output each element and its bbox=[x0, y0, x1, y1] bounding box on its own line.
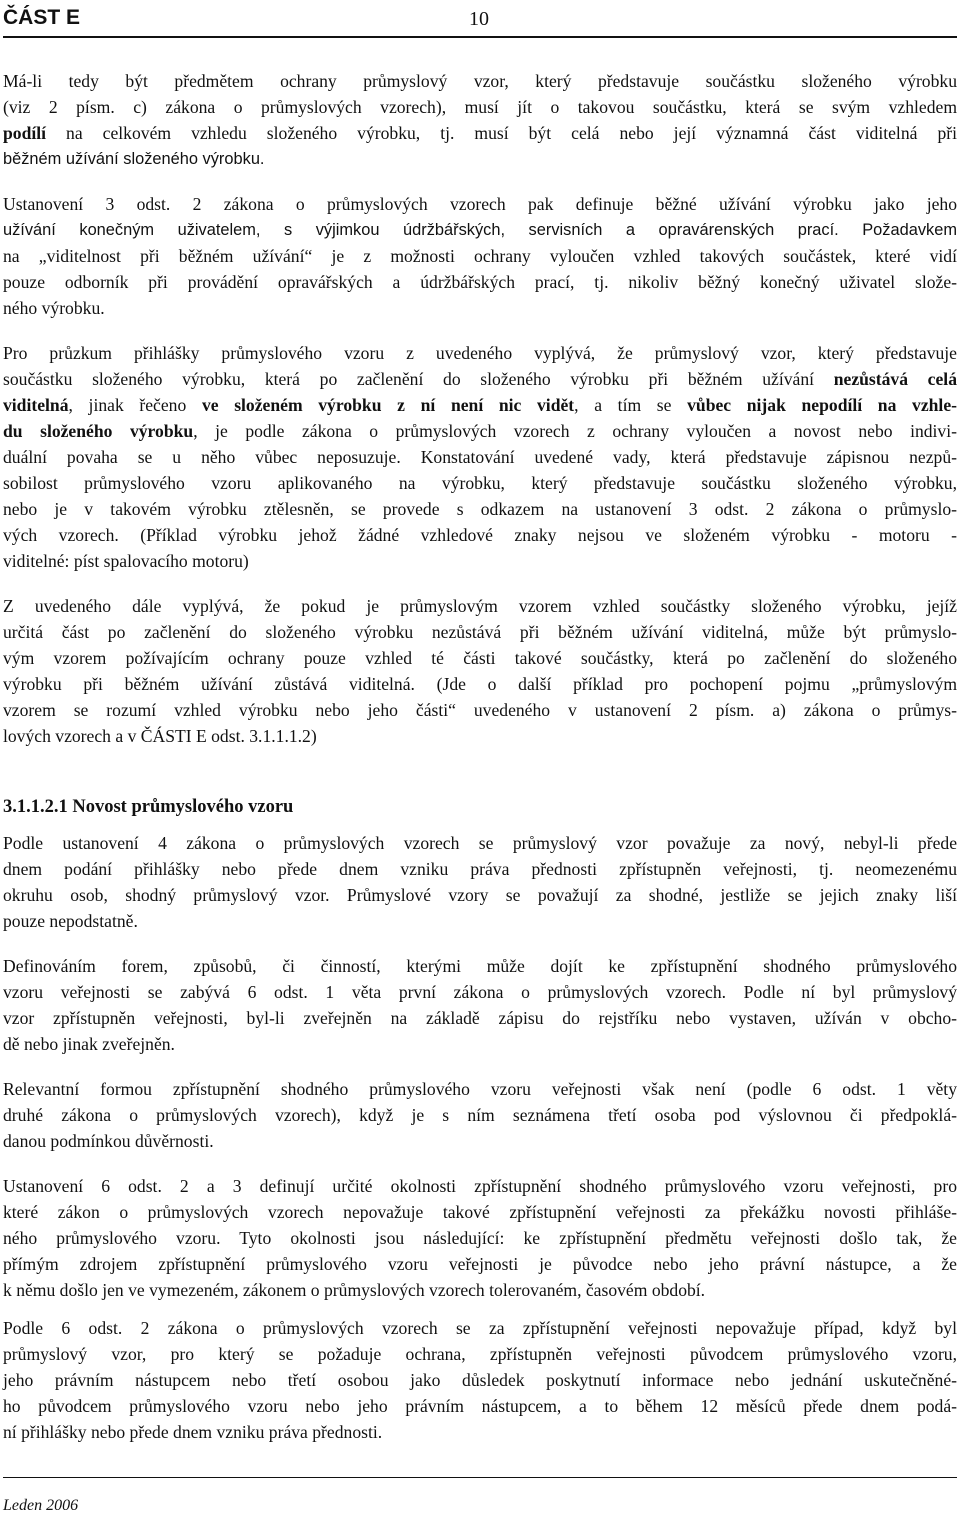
text-run: lových vzorech a v ČÁSTI E odst. 3.1.1.1.2) bbox=[3, 726, 317, 746]
footer-date: Leden 2006 bbox=[3, 1497, 79, 1514]
text-line bbox=[3, 646, 957, 670]
footer-divider bbox=[3, 1477, 957, 1478]
text-line bbox=[3, 393, 957, 417]
text-line bbox=[3, 497, 957, 521]
text-run: k němu došlo jen ve vymezeném, zákonem o průmyslových vzorech tolerovaném, časovém období. bbox=[3, 1280, 706, 1300]
text-run: užívání konečným uživatelem, s výjimkou údržbářských, servisních a opravárenských prací. bbox=[3, 221, 839, 239]
text-run: Podle ustanovení 4 zákona o průmyslových vzorech se průmyslový vzor považuje za nový, nebyl-li přede bbox=[3, 833, 957, 853]
bold-text-run: du složeného výrobku bbox=[3, 421, 194, 441]
text-line bbox=[3, 594, 957, 618]
text-line bbox=[3, 980, 957, 1004]
text-run: na celkovém vzhledu složeného výrobku, tj. musí být celá nebo její významná část viditelná při bbox=[46, 123, 957, 143]
text-line bbox=[3, 1278, 957, 1302]
text-line bbox=[3, 69, 957, 93]
text-run: , jinak řečeno bbox=[68, 395, 202, 415]
text-run: 3.1.1.2.1 Novost průmyslového vzoru bbox=[3, 797, 294, 817]
text-line bbox=[3, 698, 957, 722]
text-line bbox=[3, 909, 957, 933]
text-line bbox=[3, 1316, 957, 1340]
text-run: běžném užívání složeného výrobku. bbox=[3, 150, 265, 168]
text-line bbox=[3, 367, 957, 391]
bold-text-run: podílí bbox=[3, 123, 47, 143]
text-line bbox=[3, 1420, 957, 1444]
bold-text-run: ve složeném výrobku z ní není nic vidět bbox=[201, 395, 575, 415]
text-line bbox=[3, 218, 957, 242]
text-line bbox=[3, 672, 957, 696]
text-run: druhé zákona o průmyslových vzorech), když je s ním seznámena třetí osoba pod výslovnou či předpoklá- bbox=[3, 1105, 957, 1125]
text-line bbox=[3, 831, 957, 855]
text-run: ho původcem průmyslového vzoru nebo jeho právním nástupcem, a to během 12 měsíců přede dnem podá- bbox=[3, 1396, 957, 1416]
text-line bbox=[3, 1394, 957, 1418]
text-run: které zákon o průmyslových vzorech nepovažuje takové zpřístupnění veřejnosti za překážku novosti přihláše- bbox=[3, 1202, 957, 1222]
text-run: na „viditelnost při běžném užívání“ je z možnosti ochrany vyloučen vzhled takových součástek, které vidí bbox=[3, 246, 957, 266]
text-run: Má-li tedy být předmětem ochrany průmyslový vzor, který představuje součástku složeného výrobku bbox=[3, 71, 957, 91]
bold-text-run: viditelná bbox=[3, 395, 69, 415]
text-line bbox=[3, 1174, 957, 1198]
text-run: ného průmyslového vzoru. Tyto okolnosti jsou následující: ke zpřístupnění předmětu veřejnosti došlo tak, že bbox=[3, 1228, 957, 1248]
text-run: jeho právním nástupcem nebo třetí osobou jako důsledek poskytnutí informace nebo jednání uskutečněné- bbox=[3, 1370, 957, 1390]
text-line bbox=[3, 1342, 957, 1366]
text-line bbox=[3, 95, 957, 119]
text-run: vých vzorech. (Příklad výrobku jehož žádné vzhledové znaky nejsou ve složeném výrobku - motoru - bbox=[3, 525, 957, 545]
text-line bbox=[3, 341, 957, 365]
text-line bbox=[3, 1103, 957, 1127]
text-line bbox=[3, 244, 957, 268]
text-line bbox=[3, 147, 957, 171]
text-run: vým vzorem požívajícím ochrany pouze vzhled té části takové součástky, která po začlenění do složeného bbox=[3, 648, 957, 668]
text-line bbox=[3, 1226, 957, 1250]
text-run: určitá část po začlenění do složeného výrobku nezůstává při běžném užívání viditelná, může být průmyslo- bbox=[3, 622, 957, 642]
section-title: ČÁST E bbox=[3, 6, 81, 29]
text-run: duální povaha se u něho vůbec neposuzuje. Konstatování uvedené vady, která představuje zápisnou nezpů- bbox=[3, 447, 957, 467]
text-run: dnem podání přihlášky nebo přede dnem vzniku práva přednosti zpřístupněn veřejnosti, tj. neomezenému bbox=[3, 859, 957, 879]
text-run: Z uvedeného dále vyplývá, že pokud je průmyslovým vzorem vzhled součástky složeného výrobku, jejíž bbox=[3, 596, 957, 616]
text-line bbox=[3, 471, 957, 495]
text-line bbox=[3, 620, 957, 644]
text-run: viditelné: píst spalovacího motoru) bbox=[3, 551, 249, 571]
text-line bbox=[3, 1252, 957, 1276]
text-line bbox=[3, 1200, 957, 1224]
text-line bbox=[3, 419, 957, 443]
text-run: danou podmínkou důvěrnosti. bbox=[3, 1131, 214, 1151]
text-run: , a tím se bbox=[574, 395, 688, 415]
text-run: Ustanovení 3 odst. 2 zákona o průmyslových vzorech pak definuje běžné užívání výrobku jako jeho bbox=[3, 194, 957, 214]
text-run: Ustanovení 6 odst. 2 a 3 definují určité okolnosti zpřístupnění shodného průmyslového vzoru veřejnosti, pro bbox=[3, 1176, 957, 1196]
text-line bbox=[3, 1032, 957, 1056]
text-run: Definováním forem, způsobů, či činností, kterými může dojít ke zpřístupnění shodného průmyslového bbox=[3, 956, 957, 976]
page-header bbox=[3, 4, 957, 38]
text-run: Požadavkem bbox=[838, 221, 957, 239]
page-number: 10 bbox=[469, 8, 489, 30]
header-divider bbox=[3, 36, 957, 38]
text-line bbox=[3, 445, 957, 469]
bold-text-run: nezůstává celá bbox=[833, 369, 957, 389]
text-run: , je podle zákona o průmyslových vzorech z ochrany vyloučen a novost nebo indivi- bbox=[193, 421, 957, 441]
text-line bbox=[3, 1368, 957, 1392]
text-line bbox=[3, 192, 957, 216]
text-line bbox=[3, 121, 957, 145]
text-run: pouze odborník při provádění opravářských a údržbářských prací, tj. nikoliv běžný konečný uživatel slože- bbox=[3, 272, 957, 292]
text-run: nebo je v takovém výrobku ztělesněn, se provede s odkazem na ustanovení 3 odst. 2 zákona o průmyslo- bbox=[3, 499, 957, 519]
text-run: (viz 2 písm. c) zákona o průmyslových vzorech), musí jít o takovou součástku, která se svým vzhledem bbox=[3, 97, 957, 117]
text-run: vzoru veřejnosti se zabývá 6 odst. 1 věta první zákona o průmyslových vzorech. Podle ní byl průmyslový bbox=[3, 982, 957, 1002]
text-run: vzor zpřístupněn veřejnosti, byl-li zveřejněn na základě zápisu do rejstříku nebo vystaven, užíván v obcho- bbox=[3, 1008, 957, 1028]
text-run: okruhu osob, shodný průmyslový vzor. Průmyslové vzory se považují za shodné, jestliže se jejich znaky liší bbox=[3, 885, 957, 905]
text-run: ní přihlášky nebo přede dnem vzniku práva přednosti. bbox=[3, 1422, 383, 1442]
text-line bbox=[3, 270, 957, 294]
text-run: sobilost průmyslového vzoru aplikovaného na výrobku, který představuje součástku složeného výrobku, bbox=[3, 473, 957, 493]
text-run: dě nebo jinak zveřejněn. bbox=[3, 1034, 175, 1054]
text-line bbox=[3, 549, 957, 573]
text-run: Podle 6 odst. 2 zákona o průmyslových vzorech se za zpřístupnění veřejnosti nepovažuje případ, když byl bbox=[3, 1318, 957, 1338]
text-run: pouze nepodstatně. bbox=[3, 911, 138, 931]
text-line bbox=[3, 954, 957, 978]
text-run: ného výrobku. bbox=[3, 298, 105, 318]
text-line bbox=[3, 523, 957, 547]
text-run: výrobku při běžném užívání zůstává viditelná. (Jde o další příklad pro pochopení pojmu „průmyslovým bbox=[3, 674, 957, 694]
text-run: Pro průzkum přihlášky průmyslového vzoru z uvedeného vyplývá, že průmyslový vzor, který představuje bbox=[3, 343, 957, 363]
section-heading bbox=[3, 795, 957, 819]
text-run: Relevantní formou zpřístupnění shodného průmyslového vzoru veřejnosti však není (podle 6 odst. 1 věty bbox=[3, 1079, 957, 1099]
text-run: průmyslový vzor, pro který se požaduje ochrana, zpřístupněn veřejnosti původcem průmyslového vzoru, bbox=[3, 1344, 957, 1364]
text-run: přímým zdrojem zpřístupnění průmyslového vzoru veřejnosti je původce nebo jeho právní nástupce, a že bbox=[3, 1254, 957, 1274]
text-line bbox=[3, 1129, 957, 1153]
text-run: součástku složeného výrobku, která po začlenění do složeného výrobku při běžném užívání bbox=[3, 369, 834, 389]
text-line bbox=[3, 296, 957, 320]
text-line bbox=[3, 1006, 957, 1030]
text-line bbox=[3, 857, 957, 881]
text-run: vzorem se rozumí vzhled výrobku nebo jeho části“ uvedeného v ustanovení 2 písm. a) zákona o průmys- bbox=[3, 700, 957, 720]
text-line bbox=[3, 1077, 957, 1101]
bold-text-run: vůbec nijak nepodílí na vzhle- bbox=[687, 395, 957, 415]
text-line bbox=[3, 724, 957, 748]
text-line bbox=[3, 883, 957, 907]
